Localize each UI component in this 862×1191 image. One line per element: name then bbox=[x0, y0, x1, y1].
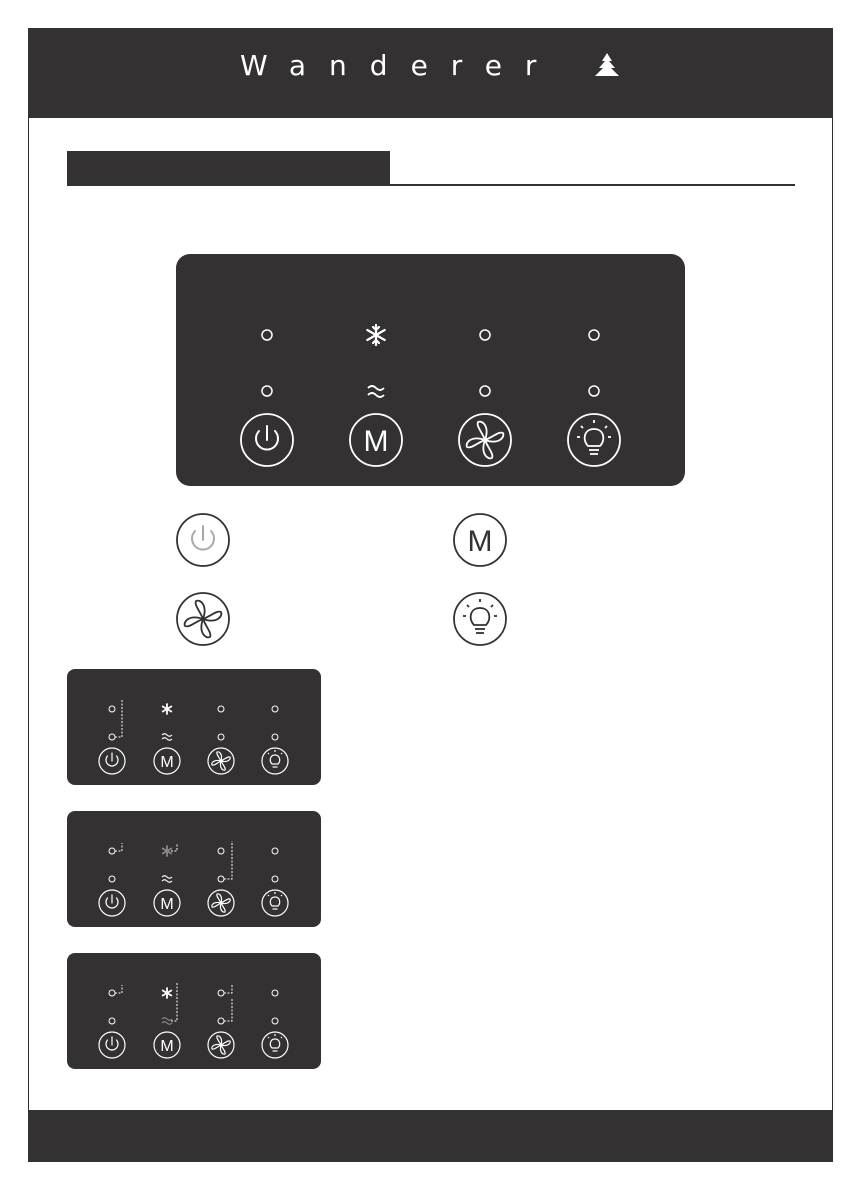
brand-name: Wanderer bbox=[240, 48, 560, 82]
light-icon bbox=[452, 591, 508, 647]
indicator-dot bbox=[589, 386, 599, 396]
footer-bar bbox=[28, 1110, 833, 1162]
step-1-graphic bbox=[67, 669, 321, 785]
fan-button bbox=[208, 1032, 234, 1058]
step-2-panel bbox=[67, 811, 321, 927]
fan-icon bbox=[175, 591, 231, 647]
indicator-dot bbox=[480, 330, 490, 340]
wave-icon bbox=[162, 1018, 172, 1025]
mode-icon bbox=[452, 512, 508, 568]
step-2-graphic bbox=[67, 811, 321, 927]
control-panel-diagram bbox=[176, 254, 685, 486]
power-button bbox=[99, 1032, 125, 1058]
mode-button bbox=[154, 890, 180, 916]
mode-button-label: M bbox=[160, 1038, 174, 1055]
wave-icon bbox=[162, 734, 172, 741]
mode-button-label: M bbox=[363, 425, 389, 458]
indicator-dot bbox=[262, 330, 272, 340]
mode-button-label: M bbox=[160, 896, 174, 913]
tree-icon bbox=[592, 52, 622, 78]
indicator-dot bbox=[589, 330, 599, 340]
step-1-panel bbox=[67, 669, 321, 785]
brand-logo bbox=[240, 48, 620, 82]
light-button bbox=[568, 414, 620, 466]
snowflake-icon bbox=[163, 704, 172, 714]
section-title-bar bbox=[67, 151, 390, 186]
section-divider bbox=[390, 184, 795, 186]
mode-button-label: M bbox=[160, 754, 174, 771]
snowflake-icon bbox=[367, 325, 384, 345]
mode-button bbox=[154, 748, 180, 774]
power-button bbox=[241, 414, 293, 466]
power-button bbox=[99, 890, 125, 916]
light-button bbox=[262, 1032, 288, 1058]
fan-button bbox=[459, 414, 511, 466]
control-panel-graphic bbox=[176, 254, 685, 486]
wave-icon bbox=[368, 386, 384, 397]
fan-button bbox=[208, 748, 234, 774]
mode-button bbox=[154, 1032, 180, 1058]
fan-button bbox=[208, 890, 234, 916]
light-button bbox=[262, 890, 288, 916]
light-button bbox=[262, 748, 288, 774]
step-3-graphic bbox=[67, 953, 321, 1069]
snowflake-icon bbox=[163, 846, 172, 856]
snowflake-icon bbox=[163, 988, 172, 998]
wave-icon bbox=[162, 876, 172, 883]
indicator-dot bbox=[480, 386, 490, 396]
power-button bbox=[99, 748, 125, 774]
power-icon bbox=[175, 512, 231, 568]
mode-icon-label: M bbox=[467, 525, 493, 558]
mode-button bbox=[350, 414, 402, 466]
indicator-dot bbox=[262, 386, 272, 396]
step-3-panel bbox=[67, 953, 321, 1069]
